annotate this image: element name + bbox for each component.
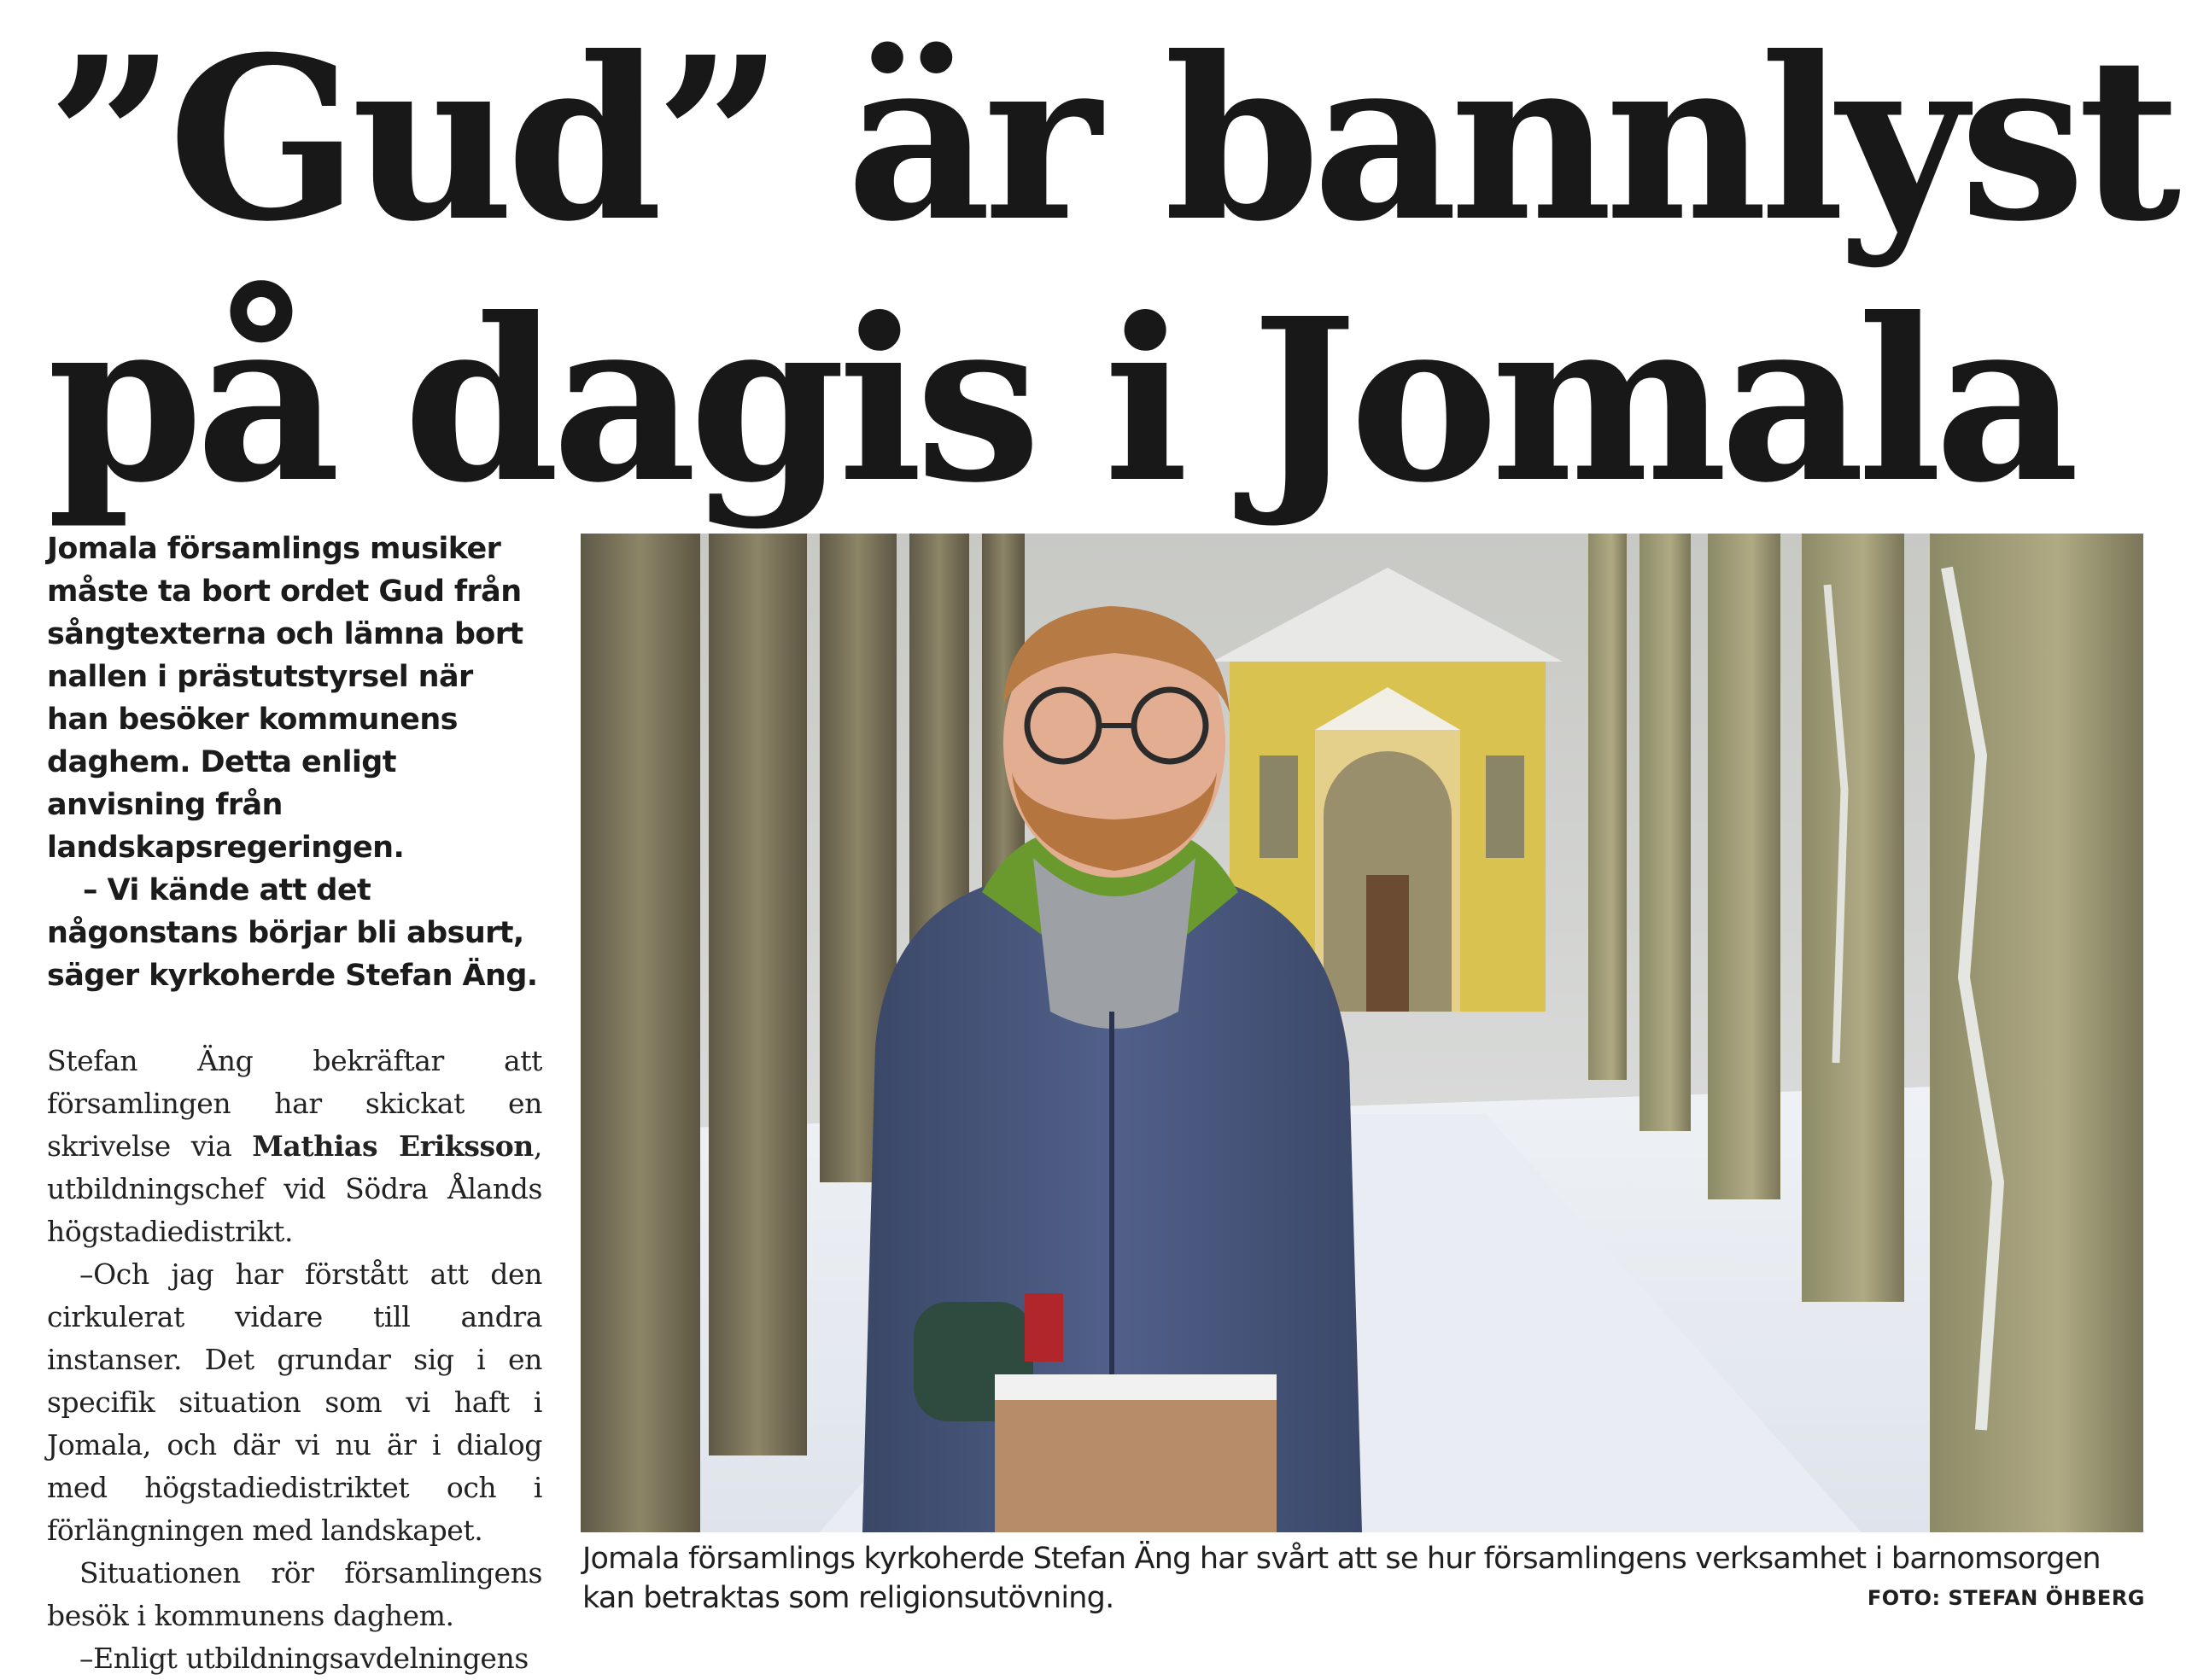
headline-line-1: ”Gud” är bannlyst (47, 8, 2174, 271)
lede-quote: – Vi kände att det någonstans börjar bli absurt, säger kyrkoherde Stefan Äng. (47, 873, 538, 993)
photo-illustration (581, 534, 2143, 1532)
person-name: Mathias Eriksson (252, 1129, 534, 1163)
left-column (47, 528, 542, 1680)
body-paragraph-4: –Enligt utbildningsavdelningens (79, 1642, 529, 1675)
article-body (47, 1040, 542, 1680)
body-text-segment: Stefan Äng bekräftar att församlingen har skickat en skrivelse via (47, 1044, 542, 1163)
headline-line-2: på dagis i Jomala (47, 269, 2072, 532)
caption-text: Jomala församlings kyrkoherde Stefan Äng har svårt att se hur församlingens verksamhet i barnomsorgen kan betraktas som religionsutövning. (582, 1542, 2101, 1615)
lede (47, 528, 542, 997)
body-text-segment: , utbildningschef vid Södra Ålands högstadiedistrikt. (47, 1129, 542, 1248)
headline (47, 8, 2174, 532)
body-paragraph-3: Situationen rör församlingens besök i kommunens daghem. (47, 1556, 542, 1632)
body-paragraph-1 (47, 1040, 542, 1253)
article-photo (581, 534, 2143, 1532)
lede-paragraph: Jomala församlings musiker måste ta bort ordet Gud från sångtexterna och lämna bort nallen i prästutstyrsel när han besöker kommunens daghem. Detta enligt anvisning från landskapsregeringen. (47, 532, 523, 865)
photo-credit: FOTO: STEFAN ÖHBERG (1867, 1586, 2145, 1610)
body-paragraph-2: –Och jag har förstått att den cirkulerat vidare till andra instanser. Det grundar sig i en specifik situation som vi haft i Jomala, och där vi nu är i dialog med högstadiedistriktet och i förlängningen med landskapet. (47, 1257, 542, 1547)
